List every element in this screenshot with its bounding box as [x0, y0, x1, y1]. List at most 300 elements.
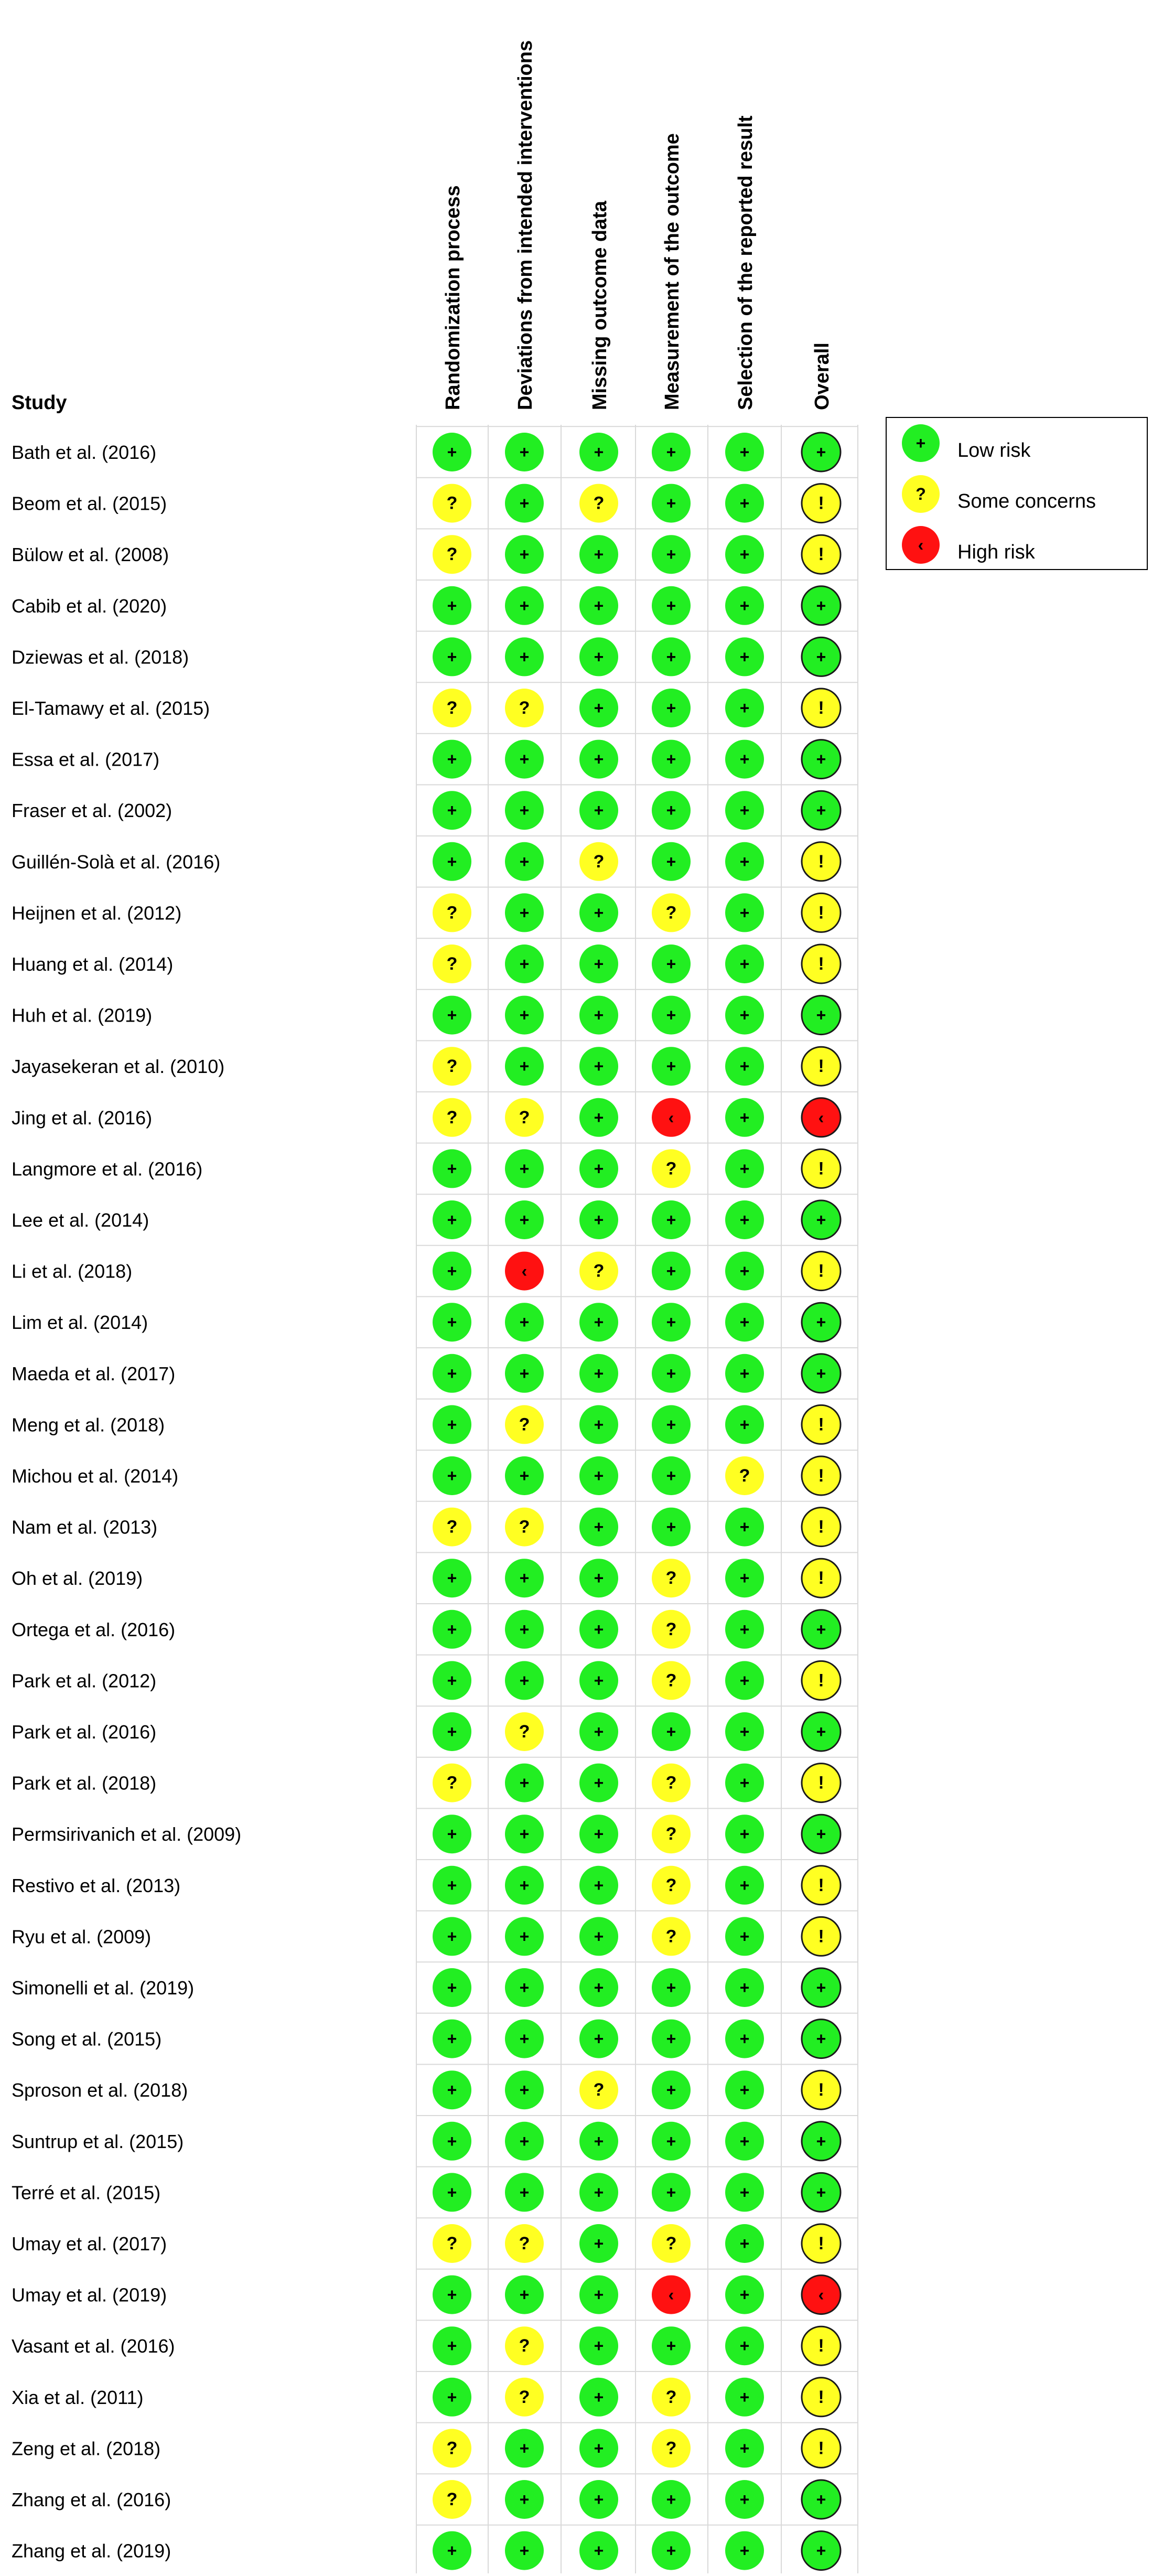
rating-circle-low [433, 1354, 471, 1393]
rating-circle-low [802, 2480, 841, 2519]
study-name: Park et al. (2016) [12, 1721, 157, 1743]
rating-symbol: + [739, 2029, 750, 2048]
rating-symbol: + [816, 2490, 826, 2509]
rating-symbol: + [447, 2387, 457, 2407]
study-row [12, 1303, 841, 1341]
rating-circle-some [802, 2429, 841, 2467]
rating-circle-low [505, 637, 544, 676]
rating-circle-some [725, 1456, 764, 1495]
rating-symbol: + [519, 1619, 530, 1639]
study-name: Ryu et al. (2009) [12, 1926, 152, 1948]
rating-circle-low [433, 1661, 471, 1700]
rating-circle-some [579, 2070, 618, 2109]
rating-circle-some [652, 1610, 691, 1649]
legend-symbol: + [916, 434, 926, 453]
rating-circle-low [652, 1508, 691, 1547]
study-row [12, 1456, 841, 1495]
study-row [12, 2429, 841, 2467]
rating-symbol: + [447, 2336, 457, 2356]
rating-symbol: + [519, 647, 530, 667]
rating-symbol: + [739, 2387, 750, 2407]
rating-symbol: + [594, 2029, 604, 2048]
rating-circle-low [725, 535, 764, 574]
rating-symbol: + [594, 1313, 604, 1332]
rating-circle-low [652, 1405, 691, 1444]
rating-circle-low [505, 1149, 544, 1188]
rating-circle-low [652, 2531, 691, 2570]
rating-circle-low [433, 637, 471, 676]
rating-circle-low [433, 1712, 471, 1751]
rating-circle-some [652, 1661, 691, 1700]
rating-symbol: + [447, 1824, 457, 1844]
rating-circle-low [579, 1047, 618, 1086]
rating-circle-some [802, 1661, 841, 1700]
rating-symbol: ? [665, 2234, 677, 2253]
study-row [12, 1968, 841, 2007]
rating-circle-low [652, 689, 691, 727]
study-row [12, 1866, 841, 1905]
rating-circle-low [725, 1405, 764, 1444]
rating-circle-low [652, 2480, 691, 2519]
rating-circle-low [505, 996, 544, 1035]
rating-circle-low [579, 1508, 618, 1547]
rating-symbol: + [739, 443, 750, 461]
rating-symbol: + [666, 1466, 676, 1485]
rating-circle-low [725, 2020, 764, 2058]
rating-symbol: + [816, 801, 826, 820]
study-row [12, 2122, 841, 2161]
rating-symbol: ? [446, 698, 458, 718]
rating-circle-low [579, 2276, 618, 2314]
study-row [12, 740, 841, 779]
rating-symbol: + [447, 1005, 457, 1025]
rating-circle-some [802, 689, 841, 727]
rating-symbol: + [519, 1824, 530, 1844]
rating-circle-high [652, 1098, 691, 1137]
rating-symbol: ? [519, 1107, 530, 1128]
rating-circle-low [725, 2276, 764, 2314]
rating-symbol: + [816, 443, 826, 461]
study-name: Zhang et al. (2019) [12, 2540, 171, 2562]
study-name: Xia et al. (2011) [12, 2386, 144, 2408]
rating-symbol: ! [818, 1875, 824, 1895]
rating-symbol: + [447, 2541, 457, 2560]
rating-circle-low [505, 1968, 544, 2007]
rating-symbol: + [739, 1057, 750, 1076]
rating-symbol: + [519, 852, 530, 871]
study-name: Essa et al. (2017) [12, 748, 160, 770]
study-row [12, 944, 841, 983]
study-name: Heijnen et al. (2012) [12, 902, 182, 924]
rating-circle-low [652, 1200, 691, 1239]
rating-circle-low [725, 996, 764, 1035]
study-name: Sproson et al. (2018) [12, 2079, 188, 2101]
rating-symbol: + [594, 1773, 604, 1793]
rating-circle-some [433, 689, 471, 727]
rating-symbol: + [447, 1159, 457, 1178]
rating-circle-low [505, 2070, 544, 2109]
rating-symbol: + [447, 2285, 457, 2304]
rating-circle-low [725, 2480, 764, 2519]
rating-circle-low [652, 1252, 691, 1291]
rating-symbol: ? [519, 1414, 530, 1435]
rating-symbol: ! [818, 2336, 824, 2356]
rating-circle-low [802, 2020, 841, 2058]
legend-label: High risk [957, 541, 1035, 563]
rating-circle-low [433, 1200, 471, 1239]
rating-symbol: ? [446, 1107, 458, 1128]
rating-circle-low [579, 2020, 618, 2058]
rating-symbol: + [816, 1313, 826, 1332]
rating-symbol: ‹ [818, 2285, 824, 2304]
rating-circle-low [433, 1303, 471, 1341]
rating-circle-low [725, 740, 764, 779]
rating-circle-low [652, 1968, 691, 2007]
rating-circle-low [579, 689, 618, 727]
rating-circle-low [579, 791, 618, 830]
rating-circle-low [725, 1661, 764, 1700]
rating-symbol: + [594, 801, 604, 820]
rating-symbol: + [594, 2131, 604, 2151]
study-name: Lee et al. (2014) [12, 1209, 149, 1231]
rating-symbol: + [816, 647, 826, 667]
rating-circle-some [505, 2224, 544, 2263]
study-row [12, 1149, 841, 1188]
rating-circle-low [505, 2122, 544, 2161]
rating-symbol: ! [818, 2387, 824, 2407]
rating-symbol: ? [519, 2387, 530, 2407]
rating-circle-low [725, 2070, 764, 2109]
rating-symbol: + [594, 2387, 604, 2407]
rating-circle-low [725, 1764, 764, 1802]
rating-circle-low [579, 2173, 618, 2212]
rating-circle-some [433, 1764, 471, 1802]
rating-symbol: + [739, 801, 750, 820]
study-row [12, 2224, 841, 2263]
rating-circle-some [505, 1508, 544, 1547]
rating-circle-low [652, 637, 691, 676]
rating-symbol: + [447, 1671, 457, 1690]
rating-circle-high [802, 1098, 841, 1137]
rating-circle-low [652, 1712, 691, 1751]
rating-symbol: + [594, 2234, 604, 2253]
rating-symbol: ? [446, 1773, 458, 1793]
rating-symbol: + [519, 903, 530, 922]
rating-symbol: + [739, 2080, 750, 2100]
rating-circle-low [725, 893, 764, 932]
rating-symbol: + [594, 903, 604, 922]
rating-symbol: + [519, 1159, 530, 1178]
rating-circle-some [505, 689, 544, 727]
study-row [12, 586, 841, 625]
rating-symbol: ? [665, 1619, 677, 1639]
rating-circle-some [652, 2378, 691, 2417]
rating-symbol: ! [818, 1414, 824, 1435]
rating-circle-some [802, 842, 841, 881]
legend-label: Low risk [957, 439, 1031, 461]
rating-symbol: + [739, 1619, 750, 1639]
rating-circle-low [802, 637, 841, 676]
rating-symbol: + [519, 2131, 530, 2151]
rating-symbol: + [447, 2029, 457, 2048]
rating-symbol: + [739, 1773, 750, 1793]
rating-symbol: + [816, 749, 826, 769]
rating-circle-some [652, 893, 691, 932]
rating-symbol: + [816, 1364, 826, 1383]
rating-symbol: ? [665, 1670, 677, 1691]
rating-symbol: + [666, 443, 676, 461]
rating-symbol: + [666, 1261, 676, 1281]
rating-symbol: + [739, 2234, 750, 2253]
rating-circle-low [505, 2276, 544, 2314]
rating-circle-low [725, 1610, 764, 1649]
rating-symbol: + [666, 1005, 676, 1025]
rating-circle-low [725, 1252, 764, 1291]
rating-circle-low [725, 1303, 764, 1341]
rating-symbol: ? [665, 2438, 677, 2459]
rating-circle-low [652, 2326, 691, 2365]
study-row [12, 2070, 841, 2109]
rating-symbol: + [447, 1466, 457, 1485]
rating-circle-low [652, 1456, 691, 1495]
rating-symbol: + [739, 1875, 750, 1895]
rating-symbol: ? [665, 2387, 677, 2407]
rating-symbol: + [594, 954, 604, 973]
rating-circle-low [725, 2326, 764, 2365]
rating-symbol: ? [519, 2336, 530, 2356]
rating-symbol: + [739, 903, 750, 922]
rating-circle-low [579, 740, 618, 779]
rating-circle-low [433, 1968, 471, 2007]
study-name: Zhang et al. (2016) [12, 2489, 171, 2510]
rating-circle-some [802, 1866, 841, 1905]
study-row [12, 996, 841, 1035]
rating-circle-some [433, 2224, 471, 2263]
rating-circle-low [802, 586, 841, 625]
study-row [12, 1200, 841, 1239]
rating-symbol: ! [818, 903, 824, 923]
study-row [12, 1098, 841, 1137]
rating-circle-low [579, 1559, 618, 1597]
rating-circle-some [802, 1149, 841, 1188]
rating-circle-some [433, 1047, 471, 1086]
rating-circle-low [505, 2429, 544, 2467]
rating-circle-low [579, 1149, 618, 1188]
study-name: Vasant et al. (2016) [12, 2335, 175, 2357]
rating-symbol: + [816, 2183, 826, 2202]
rating-circle-some [433, 2480, 471, 2519]
rating-symbol: ? [519, 1517, 530, 1537]
rating-symbol: + [666, 2131, 676, 2151]
rating-circle-low [433, 791, 471, 830]
rating-circle-low [579, 2429, 618, 2467]
domain-header: Deviations from intended interventions [514, 40, 536, 410]
study-name: Fraser et al. (2002) [12, 800, 173, 822]
rating-symbol: ? [593, 493, 605, 513]
rating-circle-low [505, 1303, 544, 1341]
rating-symbol: + [447, 1569, 457, 1588]
rating-symbol: + [594, 443, 604, 461]
rating-circle-low [725, 791, 764, 830]
rating-circle-low [725, 1508, 764, 1547]
rating-symbol: ! [818, 2234, 824, 2253]
rating-circle-low [579, 2326, 618, 2365]
rating-symbol: + [447, 443, 457, 461]
rating-circle-some [652, 1149, 691, 1188]
study-row [12, 1661, 841, 1700]
rating-symbol: + [666, 852, 676, 871]
rating-circle-low [579, 433, 618, 471]
rating-circle-some [505, 1098, 544, 1137]
rating-circle-low [652, 791, 691, 830]
study-name: El-Tamawy et al. (2015) [12, 697, 210, 719]
study-name: Michou et al. (2014) [12, 1465, 179, 1487]
rating-symbol: + [739, 2285, 750, 2304]
rating-circle-low [505, 586, 544, 625]
rating-symbol: + [447, 1875, 457, 1895]
study-row [12, 1815, 841, 1853]
rating-circle-low [433, 1815, 471, 1853]
study-row [12, 535, 841, 574]
rating-circle-low [579, 1098, 618, 1137]
rating-symbol: + [519, 954, 530, 973]
rating-circle-low [505, 1815, 544, 1853]
rating-symbol: + [594, 699, 604, 717]
rating-symbol: ? [446, 2438, 458, 2459]
study-name: Umay et al. (2017) [12, 2233, 167, 2255]
rating-circle-some [802, 1405, 841, 1444]
rating-symbol: ! [818, 1261, 824, 1281]
study-name: Huang et al. (2014) [12, 953, 174, 975]
rating-circle-low [652, 586, 691, 625]
rating-circle-low [505, 535, 544, 574]
rating-circle-high [652, 2276, 691, 2314]
rating-symbol: + [594, 1978, 604, 1997]
rating-circle-low [725, 1149, 764, 1188]
rating-symbol: + [739, 1261, 750, 1281]
study-row [12, 1712, 841, 1751]
rating-symbol: + [816, 2541, 826, 2560]
rating-symbol: ? [665, 1568, 677, 1588]
rating-symbol: ? [446, 493, 458, 513]
rating-circle-low [579, 996, 618, 1035]
study-row [12, 1508, 841, 1547]
rating-circle-low [505, 1354, 544, 1393]
rating-symbol: + [739, 2490, 750, 2509]
rating-circle-low [505, 2173, 544, 2212]
rating-circle-low [433, 433, 471, 471]
rating-symbol: ! [818, 1517, 824, 1537]
study-name: Oh et al. (2019) [12, 1568, 143, 1590]
study-row [12, 842, 841, 881]
rating-circle-low [505, 1764, 544, 1802]
rating-symbol: ? [665, 1926, 677, 1947]
rating-circle-low [725, 637, 764, 676]
rating-circle-low [579, 1661, 618, 1700]
study-row [12, 1764, 841, 1802]
rating-symbol: + [666, 2080, 676, 2100]
rating-symbol: + [594, 1057, 604, 1076]
rating-symbol: + [447, 1722, 457, 1741]
rating-circle-some [579, 842, 618, 881]
rating-symbol: ! [818, 1773, 824, 1793]
rating-circle-some [802, 1456, 841, 1495]
rating-symbol: + [519, 1569, 530, 1588]
study-name: Cabib et al. (2020) [12, 595, 167, 617]
rating-circle-low [652, 2173, 691, 2212]
study-name: Huh et al. (2019) [12, 1004, 153, 1026]
legend [886, 417, 1147, 570]
rating-circle-low [579, 1968, 618, 2007]
rating-circle-low [505, 484, 544, 523]
study-name: Song et al. (2015) [12, 2028, 162, 2050]
rating-symbol: ? [665, 903, 677, 923]
rating-symbol: + [816, 1210, 826, 1229]
rating-circle-low [505, 1047, 544, 1086]
rating-symbol: + [519, 596, 530, 615]
rating-symbol: + [666, 1415, 676, 1434]
rating-circle-low [579, 2480, 618, 2519]
rating-circle-some [652, 2429, 691, 2467]
study-row [12, 1559, 841, 1597]
rating-circle-low [433, 1866, 471, 1905]
rating-circle-low [505, 2480, 544, 2519]
rating-symbol: ? [593, 2080, 605, 2100]
rating-symbol: + [739, 1671, 750, 1690]
rating-symbol: ? [739, 1466, 750, 1486]
rating-circle-low [579, 1866, 618, 1905]
rating-circle-low [725, 1559, 764, 1597]
rating-circle-low [725, 484, 764, 523]
rating-circle-some [802, 1764, 841, 1802]
rating-circle-low [579, 2122, 618, 2161]
rating-symbol: + [816, 596, 826, 615]
rating-circle-some [802, 893, 841, 932]
rating-circle-low [725, 586, 764, 625]
rating-circle-some [652, 1815, 691, 1853]
study-name: Langmore et al. (2016) [12, 1158, 203, 1180]
rating-symbol: + [447, 1210, 457, 1229]
rating-symbol: + [816, 1005, 826, 1025]
rating-symbol: + [666, 749, 676, 769]
rating-symbol: + [816, 1978, 826, 1997]
study-name: Suntrup et al. (2015) [12, 2130, 184, 2152]
rating-symbol: + [666, 1517, 676, 1537]
rating-circle-low [725, 2429, 764, 2467]
study-row [12, 1610, 841, 1649]
rating-circle-low [579, 2531, 618, 2570]
rating-circle-low [505, 2020, 544, 2058]
study-row [12, 893, 841, 932]
rating-symbol: + [666, 1978, 676, 1997]
rating-symbol: ? [446, 954, 458, 974]
rating-circle-some [802, 2326, 841, 2365]
rating-symbol: + [739, 2183, 750, 2202]
rating-circle-low [433, 1559, 471, 1597]
rating-symbol: + [519, 443, 530, 461]
rating-circle-some [505, 2326, 544, 2365]
rating-circle-low [505, 893, 544, 932]
rating-symbol: + [666, 1722, 676, 1741]
domain-header: Measurement of the outcome [661, 133, 683, 410]
rating-symbol: + [594, 1005, 604, 1025]
rating-symbol: + [739, 1722, 750, 1741]
rating-symbol: + [739, 596, 750, 615]
rating-circle-low [579, 1456, 618, 1495]
rating-circle-some [505, 1712, 544, 1751]
rating-symbol: + [739, 749, 750, 769]
rating-symbol: + [666, 1210, 676, 1229]
